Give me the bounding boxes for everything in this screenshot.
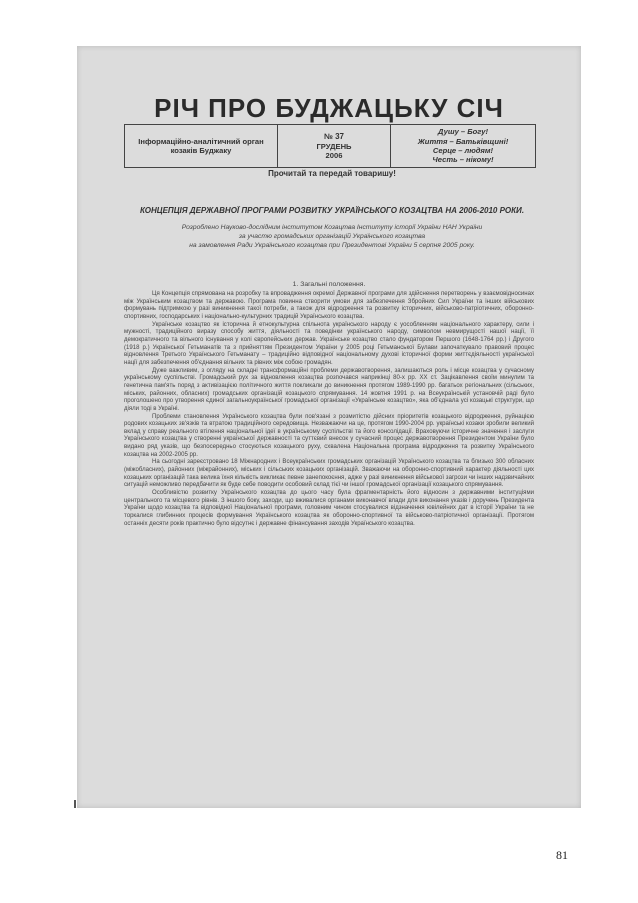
attribution-line: за участю громадських організацій Українського козацтва bbox=[238, 232, 426, 240]
paragraph: Ця Концепція спрямована на розробку та впровадження окремої Державної програми для здійснення перетворень у взаємовідносинах між Українським козацтвом та державою. Програма повинна створити умови для забезпечення Збройних Сил України та інших військових формувань підтримкою у разі виникнення такої потреби, а також для відродження та розвитку історичних, військово-патріотичних, оборонно-спортивних, господарських і національно-культурних традицій Українського козацтва. bbox=[124, 291, 534, 320]
paragraph: На сьогодні зареєстровано 18 Міжнародних і Всеукраїнських громадських організацій Українського козацтва та близько 300 обласних (міжобласних), районних (міжрайонних), міських і сільських козацьких організацій. Зважаючи на оборонно-спортивний характер діяльності цих козацьких організацій така велика їхня кількість викликає певне занепокоєння, адже у разі виникнення військової загрози чи інших надзвичайних ситуацій неможливо передбачити як буде себе поводити особовий склад тієї чи іншої громадської організації козацького спрямування. bbox=[124, 459, 534, 489]
paragraph: Дуже важливим, з огляду на складні трансформаційні проблеми державотворення, залишаються роль і місце козацтва у сучасному українському суспільстві. Громадський рух за відновлення козацтва розпочався наприкінці 80-х рр. ХХ ст. Зацікавлення своїм минулим та генетична пам'ять поряд з активізацією політичного життя покликали до виникнення протягом 1989-1990 рр. багатьох регіональних (сільських, міських, районних, обласних) громадських організацій козацького спрямування. 14 жовтня 1991 р. на Всеукраїнській установчій раді було проголошено про утворення єдиної загальноукраїнської громадської організації «Українське козацтво», яка об'єднала усі козацькі структури, що діяли тоді в Україні. bbox=[124, 367, 534, 412]
scanned-page bbox=[77, 46, 581, 808]
issue-year: 2006 bbox=[325, 151, 343, 160]
issue-number: № 37 bbox=[323, 131, 345, 141]
paragraph: Українське козацтво як історична й етнокультурна спільнота українського народу є уособленням національного характеру, сили і мужності, традиційного виразу способу життя, діяльності та поведінки українського народу, символом невмирущості нашої нації, її демократичного та вільного існування у колі європейських держав. Українське козацтво стало фундатором Першого (1648-1764 рр.) і Другого (1918 р.) Української Гетьманатів та з прийняттям Президентом України у 2005 році Гетьманської Булави започаткувало правовий процес відновлення Третього Українського Гетьманату – традиційно відповідної національному духові історичної форми життєдіяльності української нації для забезпечення об'єднання вільних та рівних між собою громадян. bbox=[124, 321, 534, 366]
paragraph: Проблеми становлення Українського козацтва були пов'язані з розмитістю дійсних пріоритетів козацького відродження, руйнацією родових козацьких зв'язків та втратою традиційного середовища. Незважаючи на це, протягом 1990-2004 рр. українські козаки зробили великий вклад у справу реального втілення національної ідеї в українському суспільстві та його консолідації. Враховуючи історичне значення і заслуги Українського козацтва у створенні української державності та суттєвий внесок у сучасний процес державотворення Президентом України було видано ряд указів, що безпосередньо стосуються козацького руху, схвалена Національна програма відродження та розвитку Українського козацтва на 2002-2005 рр. bbox=[124, 413, 534, 458]
paragraph: Особливістю розвитку Українського козацтва до цього часу була фрагментарність його відносин з державними інституціями центрального та місцевого рівнів. З іншого боку, заходи, що вживалися органами виконавчої влади для виконання указів і доручень Президента України щодо козацтва та відповідної Національної програми, головним чином стосувалися відзначення ювілейних дат в історії України та не торкалися глибинних процесів формування Українського козацтва як оборонно-спортивної та військово-патріотичної організації. Протягом останніх десяти років практично було відсутнє і державне фінансування заходів Українського козацтва. bbox=[124, 490, 534, 527]
masthead-table bbox=[124, 124, 536, 168]
attribution-line: Розроблено Науково-дослідним інститутом Козацтва Інституту історії України НАН України bbox=[181, 224, 483, 231]
issue-month: ГРУДЕНЬ bbox=[316, 141, 352, 151]
motto-line: Життя – Батьківщині! bbox=[417, 136, 509, 146]
slogan: Прочитай та передай товаришу! bbox=[268, 169, 396, 178]
page-number: 81 bbox=[556, 848, 568, 862]
scan-edge-mark bbox=[74, 800, 76, 808]
newspaper-title: РІЧ ПРО БУДЖАЦЬКУ СІЧ bbox=[154, 93, 504, 123]
section-title: 1. Загальні положення. bbox=[292, 281, 366, 288]
attribution-line: на замовлення Ради Українського козацтва при Президентові України 5 серпня 2005 року. bbox=[189, 241, 475, 249]
organ-label: Інформаційно-аналітичний орган козаків Буджаку bbox=[138, 136, 264, 155]
issue-cell bbox=[278, 125, 391, 167]
motto-line: Душу – Богу! bbox=[437, 127, 489, 137]
article-heading: КОНЦЕПЦІЯ ДЕРЖАВНОЇ ПРОГРАМИ РОЗВИТКУ УКРАЇНСЬКОГО КОЗАЦТВА НА 2006-2010 РОКИ. bbox=[139, 206, 525, 215]
motto-line: Серце – людям! bbox=[432, 146, 494, 155]
motto-cell bbox=[391, 125, 535, 167]
article-attribution bbox=[137, 224, 527, 251]
organ-cell bbox=[125, 125, 278, 167]
motto-line: Честь – нікому! bbox=[432, 155, 494, 165]
article-body bbox=[124, 291, 534, 528]
